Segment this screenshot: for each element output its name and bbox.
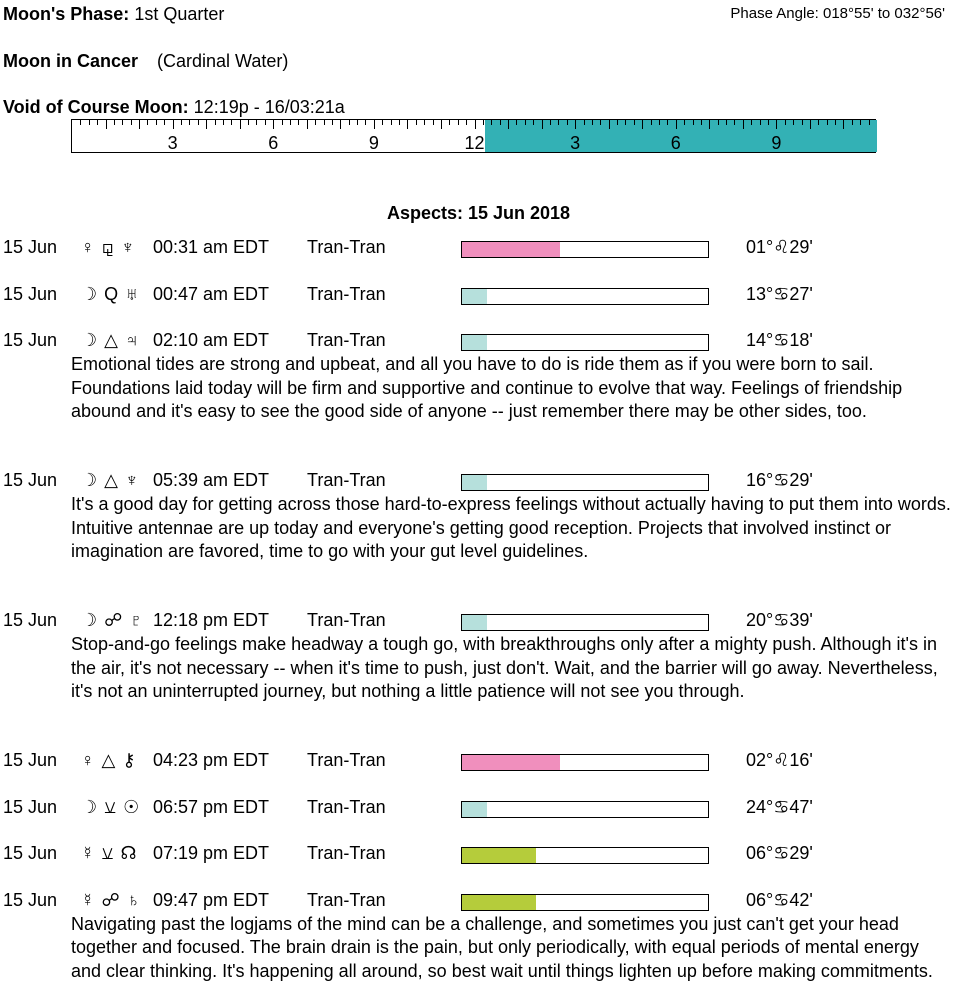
void-of-course-line — [3, 97, 345, 118]
aspect-date: 15 Jun — [3, 330, 58, 350]
timeline-tick — [592, 120, 593, 125]
phase-angle-value: 018°55' to 032°56' — [823, 5, 945, 22]
timeline-tick — [600, 120, 601, 125]
timeline-tick — [407, 120, 408, 129]
timeline-tick — [122, 120, 123, 125]
aspect-strength-fill — [462, 289, 487, 304]
timeline-tick — [860, 120, 861, 125]
timeline-hour-label: 9 — [771, 133, 782, 153]
timeline-tick — [173, 120, 174, 129]
timeline-tick — [483, 120, 484, 125]
timeline-tick — [399, 120, 400, 125]
timeline-tick — [693, 120, 694, 125]
aspect-position: 24°♋47' — [746, 796, 813, 817]
timeline-tick — [332, 120, 333, 125]
aspect-glyphs: ☽ Q ♅ — [81, 283, 140, 304]
aspect-strength-bar — [461, 754, 709, 771]
timeline-tick — [508, 120, 509, 129]
aspect-strength-bar — [461, 801, 709, 818]
aspect-position: 01°♌29' — [746, 237, 813, 257]
timeline-tick — [734, 120, 735, 125]
aspect-glyphs: ☿ ☍ ♄ — [81, 889, 142, 910]
aspect-row — [0, 470, 957, 494]
timeline-hour-label: 6 — [268, 133, 279, 153]
timeline-tick — [458, 120, 459, 125]
timeline-hour-label: 12 — [464, 133, 485, 153]
timeline-tick — [433, 120, 434, 125]
timeline-tick — [491, 120, 492, 125]
aspect-strength-fill — [462, 895, 536, 910]
aspect-type: Tran-Tran — [307, 843, 386, 863]
timeline-tick — [131, 120, 132, 125]
timeline-tick — [584, 120, 585, 125]
timeline-tick — [634, 120, 635, 125]
timeline-tick — [642, 120, 643, 129]
aspect-type: Tran-Tran — [307, 796, 386, 817]
timeline-tick — [827, 120, 828, 125]
timeline-tick — [609, 120, 610, 129]
moon-sign-element: (Cardinal Water) — [157, 51, 289, 71]
moon-sign-label: Moon in Cancer — [3, 51, 139, 71]
aspect-glyphs: ♀ ⚼ ♆ — [81, 237, 136, 257]
aspect-strength-fill — [462, 615, 487, 630]
timeline-tick — [248, 120, 249, 125]
timeline-tick — [718, 120, 719, 125]
aspect-type: Tran-Tran — [307, 610, 386, 630]
timeline-tick — [282, 120, 283, 125]
timeline-tick — [340, 120, 341, 129]
timeline-tick — [374, 120, 375, 129]
timeline-tick — [625, 120, 626, 125]
aspect-type: Tran-Tran — [307, 750, 386, 770]
aspect-date: 15 Jun — [3, 750, 58, 770]
aspect-row — [0, 890, 957, 914]
timeline-tick — [567, 120, 568, 125]
timeline-tick — [324, 120, 325, 125]
timeline-tick — [357, 120, 358, 125]
timeline-tick — [164, 120, 165, 125]
timeline-tick — [466, 120, 467, 125]
timeline-tick — [206, 120, 207, 129]
aspect-row — [0, 610, 957, 634]
aspect-glyphs: ☿ ⚺ ☊ — [81, 843, 138, 863]
aspect-position: 06°♋29' — [746, 843, 813, 863]
timeline-tick — [365, 120, 366, 125]
timeline-tick — [298, 120, 299, 125]
aspect-time: 00:47 am EDT — [153, 283, 270, 304]
aspect-strength-fill — [462, 242, 560, 257]
timeline-tick — [391, 120, 392, 125]
aspect-date: 15 Jun — [3, 796, 58, 817]
aspect-strength-bar — [461, 894, 709, 911]
aspect-position: 06°♋42' — [746, 889, 813, 910]
aspect-strength-bar — [461, 614, 709, 631]
timeline-tick — [441, 120, 442, 129]
aspect-row — [0, 237, 957, 261]
timeline-hour-label: 3 — [167, 133, 178, 153]
timeline-tick — [785, 120, 786, 125]
aspect-glyphs: ☽ ⚺ ☉ — [81, 796, 141, 817]
aspect-glyphs: ☽ △ ♃ — [81, 330, 140, 350]
timeline-tick — [97, 120, 98, 125]
timeline-tick — [843, 120, 844, 129]
aspect-interpretation: It's a good day for getting across those hard-to-express feelings without actually having to put them into words. Intuitive antennae are up today and everyone's getting good reception. Projects that involved instinct or imagination are favored, time to go with your gut level guidelines. — [71, 494, 951, 561]
timeline-tick — [516, 120, 517, 125]
aspect-strength-bar — [461, 241, 709, 258]
aspect-interpretation: Emotional tides are strong and upbeat, and all you have to do is ride them as if you were born to sail. Foundations laid today will be firm and supportive and continue to evolve that way. Feelings of friendship abound and it's easy to see the good side of anyone -- just remember there may be other sides, too. — [71, 354, 903, 421]
timeline-tick — [726, 120, 727, 125]
aspect-time: 02:10 am EDT — [153, 330, 270, 350]
timeline-tick — [256, 120, 257, 125]
aspect-position: 16°♋29' — [746, 470, 813, 490]
timeline-tick — [424, 120, 425, 125]
timeline-tick — [751, 120, 752, 125]
aspect-type: Tran-Tran — [307, 283, 386, 304]
timeline-tick — [768, 120, 769, 125]
aspect-type: Tran-Tran — [307, 889, 386, 910]
aspect-row — [0, 284, 957, 308]
aspect-row — [0, 330, 957, 354]
aspect-type: Tran-Tran — [307, 470, 386, 490]
aspect-time: 07:19 pm EDT — [153, 843, 270, 863]
timeline-tick — [114, 120, 115, 125]
timeline-tick — [416, 120, 417, 125]
timeline-tick — [793, 120, 794, 125]
timeline-tick — [760, 120, 761, 125]
aspect-strength-fill — [462, 475, 487, 490]
timeline-tick — [198, 120, 199, 125]
timeline-tick — [156, 120, 157, 125]
timeline-tick — [223, 120, 224, 125]
aspect-glyphs: ☽ ☍ ♇ — [81, 610, 144, 630]
aspect-row — [0, 843, 957, 867]
timeline-tick — [349, 120, 350, 125]
timeline-tick — [89, 120, 90, 125]
aspect-strength-bar — [461, 474, 709, 491]
aspect-strength-bar — [461, 847, 709, 864]
timeline-tick — [701, 120, 702, 125]
timeline-tick — [315, 120, 316, 125]
phase-angle-label: Phase Angle: — [730, 5, 819, 22]
timeline-tick — [189, 120, 190, 125]
timeline-tick — [818, 120, 819, 125]
timeline-tick — [810, 120, 811, 129]
timeline-hour-label: 9 — [368, 133, 379, 153]
aspect-glyphs: ♀ △ ⚷ — [81, 750, 137, 770]
timeline-tick — [382, 120, 383, 125]
aspect-date: 15 Jun — [3, 610, 58, 630]
aspect-type: Tran-Tran — [307, 330, 386, 350]
timeline-tick — [265, 120, 266, 125]
aspect-time: 04:23 pm EDT — [153, 750, 270, 770]
timeline-tick — [869, 120, 870, 125]
timeline-tick — [273, 120, 274, 129]
aspect-position: 02°♌16' — [746, 750, 813, 770]
timeline-tick — [147, 120, 148, 125]
aspect-strength-bar — [461, 334, 709, 351]
timeline-hour-label: 3 — [570, 133, 581, 153]
timeline-tick — [575, 120, 576, 129]
timeline-tick — [835, 120, 836, 125]
aspect-strength-bar — [461, 288, 709, 305]
aspect-time: 06:57 pm EDT — [153, 796, 270, 817]
timeline-tick — [802, 120, 803, 125]
phase-angle-line — [730, 5, 945, 22]
aspect-glyphs: ☽ △ ♆ — [81, 470, 140, 490]
void-of-course-label: Void of Course Moon: — [3, 97, 189, 117]
timeline-tick — [651, 120, 652, 125]
aspect-row — [0, 797, 957, 821]
timeline-tick — [852, 120, 853, 125]
timeline-tick — [558, 120, 559, 125]
timeline-tick — [667, 120, 668, 125]
timeline-tick — [106, 120, 107, 129]
aspect-time: 00:31 am EDT — [153, 237, 270, 257]
timeline-tick — [215, 120, 216, 125]
timeline-tick — [139, 120, 140, 129]
timeline-tick — [743, 120, 744, 129]
aspect-row — [0, 750, 957, 774]
aspect-interpretation: Stop-and-go feelings make headway a tough go, with breakthroughs only after a mighty push. Although it's in the air, it's not necessary -- when it's time to push, just don't. Wait, and the barrier will go away. Nevertheless, it's not an uninterrupted journey, but nothing a little patience will not see you through. — [71, 634, 938, 701]
aspect-position: 14°♋18' — [746, 330, 813, 350]
moon-phase-label: Moon's Phase: — [3, 4, 130, 24]
moon-phase-value: 1st Quarter — [134, 4, 225, 24]
aspects-title: Aspects: 15 Jun 2018 — [386, 203, 571, 223]
timeline-tick — [617, 120, 618, 125]
moon-phase-line — [3, 4, 224, 25]
void-of-course-value: 12:19p - 16/03:21a — [193, 97, 345, 117]
aspect-strength-fill — [462, 802, 487, 817]
aspect-position: 13°♋27' — [746, 283, 813, 304]
aspect-time: 12:18 pm EDT — [153, 610, 270, 630]
aspect-date: 15 Jun — [3, 843, 58, 863]
timeline-tick — [290, 120, 291, 125]
aspect-strength-fill — [462, 755, 560, 770]
timeline-tick — [525, 120, 526, 125]
timeline-tick — [240, 120, 241, 129]
timeline-tick — [776, 120, 777, 129]
aspect-time: 05:39 am EDT — [153, 470, 270, 490]
timeline-tick — [500, 120, 501, 125]
timeline-tick — [449, 120, 450, 125]
timeline-tick — [542, 120, 543, 129]
aspect-date: 15 Jun — [3, 470, 58, 490]
aspect-date: 15 Jun — [3, 889, 58, 910]
timeline-tick — [80, 120, 81, 125]
void-of-course-timeline — [71, 119, 876, 153]
timeline-tick — [533, 120, 534, 125]
aspect-time: 09:47 pm EDT — [153, 889, 270, 910]
timeline-tick — [684, 120, 685, 125]
timeline-tick — [659, 120, 660, 125]
timeline-tick — [475, 120, 476, 129]
moon-sign-line — [3, 51, 288, 72]
timeline-tick — [231, 120, 232, 125]
aspect-type: Tran-Tran — [307, 237, 386, 257]
timeline-tick — [181, 120, 182, 125]
timeline-tick — [307, 120, 308, 129]
aspect-strength-fill — [462, 848, 536, 863]
aspect-date: 15 Jun — [3, 283, 58, 304]
timeline-hour-label: 6 — [670, 133, 681, 153]
timeline-tick — [676, 120, 677, 129]
aspect-interpretation: Navigating past the logjams of the mind can be a challenge, and sometimes you just can't get your head together and focused. The brain drain is the pain, but only periodically, with equal periods of mental energy and clear thinking. It's happening all around, so best wait until things lighten up before making commitments. — [71, 913, 933, 981]
timeline-tick — [709, 120, 710, 129]
aspect-position: 20°♋39' — [746, 610, 813, 630]
aspect-strength-fill — [462, 335, 487, 350]
aspect-date: 15 Jun — [3, 237, 58, 257]
timeline-tick — [550, 120, 551, 125]
